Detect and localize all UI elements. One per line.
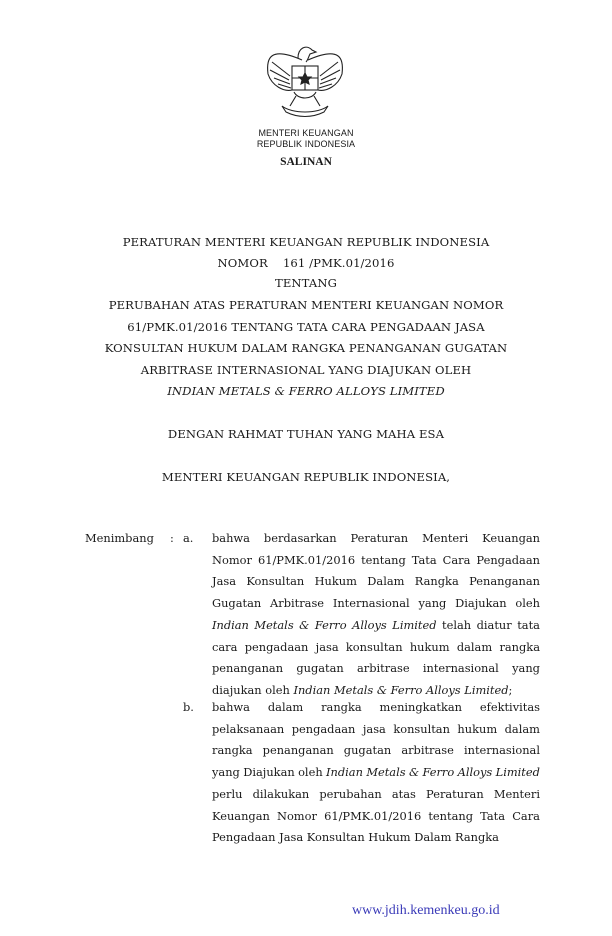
clause-line: rangka penanganan gugatan arbitrase internasional	[212, 743, 540, 758]
clause-line: Jasa Konsultan Hukum Dalam Rangka Penanganan	[212, 574, 540, 589]
clause-line: bahwa berdasarkan Peraturan Menteri Keuangan	[212, 531, 540, 545]
number-value: 161 /PMK.01/2016	[282, 256, 395, 270]
clause-line: pelaksanaan pengadaan jasa konsultan hukum dalam	[212, 721, 540, 736]
subject-line: KONSULTAN HUKUM DALAM RANGKA PENANGANAN GUGATAN	[104, 341, 508, 355]
considering-label: Menimbang	[85, 531, 154, 545]
garuda-emblem-logo	[262, 40, 348, 122]
clause-line: penanganan gugatan arbitrase internasional yang	[212, 661, 540, 676]
clause-line	[212, 830, 540, 844]
clause-line: Indian Metals & Ferro Alloys Limited telah diatur tata	[212, 617, 540, 632]
clause-line: Nomor 61/PMK.01/2016 tentang Tata Cara Pengadaan	[212, 552, 540, 567]
clause-line	[212, 683, 540, 697]
ministry-line-1: MENTERI KEUANGAN	[258, 128, 354, 138]
regulation-number	[0, 256, 612, 270]
clause-line: cara pengadaan jasa konsultan hukum dalam rangka	[212, 639, 540, 654]
item-marker-a: a.	[183, 531, 194, 545]
ministry-name	[0, 128, 612, 150]
clause-text: Indian Metals & Ferro Alloys Limited	[293, 682, 509, 697]
clause-line: bahwa dalam rangka meningkatkan efektivitas	[212, 700, 540, 714]
subject-line: PERUBAHAN ATAS PERATURAN MENTERI KEUANGAN NOMOR	[108, 298, 504, 312]
clause-line: perlu dilakukan perubahan atas Peraturan Menteri	[212, 786, 540, 801]
authority: MENTERI KEUANGAN REPUBLIK INDONESIA,	[161, 470, 451, 484]
regulation-title: PERATURAN MENTERI KEUANGAN REPUBLIK INDONESIA	[122, 235, 490, 249]
item-marker-b: b.	[183, 700, 194, 714]
clause-line: Gugatan Arbitrase Internasional yang Diajukan oleh	[212, 596, 540, 611]
subject-line: ARBITRASE INTERNASIONAL YANG DIAJUKAN OLEH	[140, 363, 472, 377]
subject-line: INDIAN METALS & FERRO ALLOYS LIMITED	[167, 384, 445, 398]
considering-colon: :	[170, 531, 174, 545]
tentang-label: TENTANG	[275, 276, 337, 290]
clause-text: ;	[508, 682, 513, 697]
subject-line: 61/PMK.01/2016 TENTANG TATA CARA PENGADAAN JASA	[127, 320, 485, 334]
number-label: NOMOR	[217, 256, 268, 270]
clause-line: Keuangan Nomor 61/PMK.01/2016 tentang Tata Cara	[212, 808, 540, 823]
ministry-line-2: REPUBLIK INDONESIA	[256, 139, 356, 149]
invocation: DENGAN RAHMAT TUHAN YANG MAHA ESA	[167, 427, 445, 441]
salinan-stamp: SALINAN	[280, 156, 332, 168]
clause-text: Pengadaan Jasa Konsultan Hukum Dalam Rangka	[212, 830, 499, 845]
clause-line: yang Diajukan oleh Indian Metals & Ferro Alloys Limited	[212, 765, 540, 780]
clause-text: diajukan oleh	[212, 682, 294, 697]
source-link[interactable]: www.jdih.kemenkeu.go.id	[352, 903, 500, 918]
